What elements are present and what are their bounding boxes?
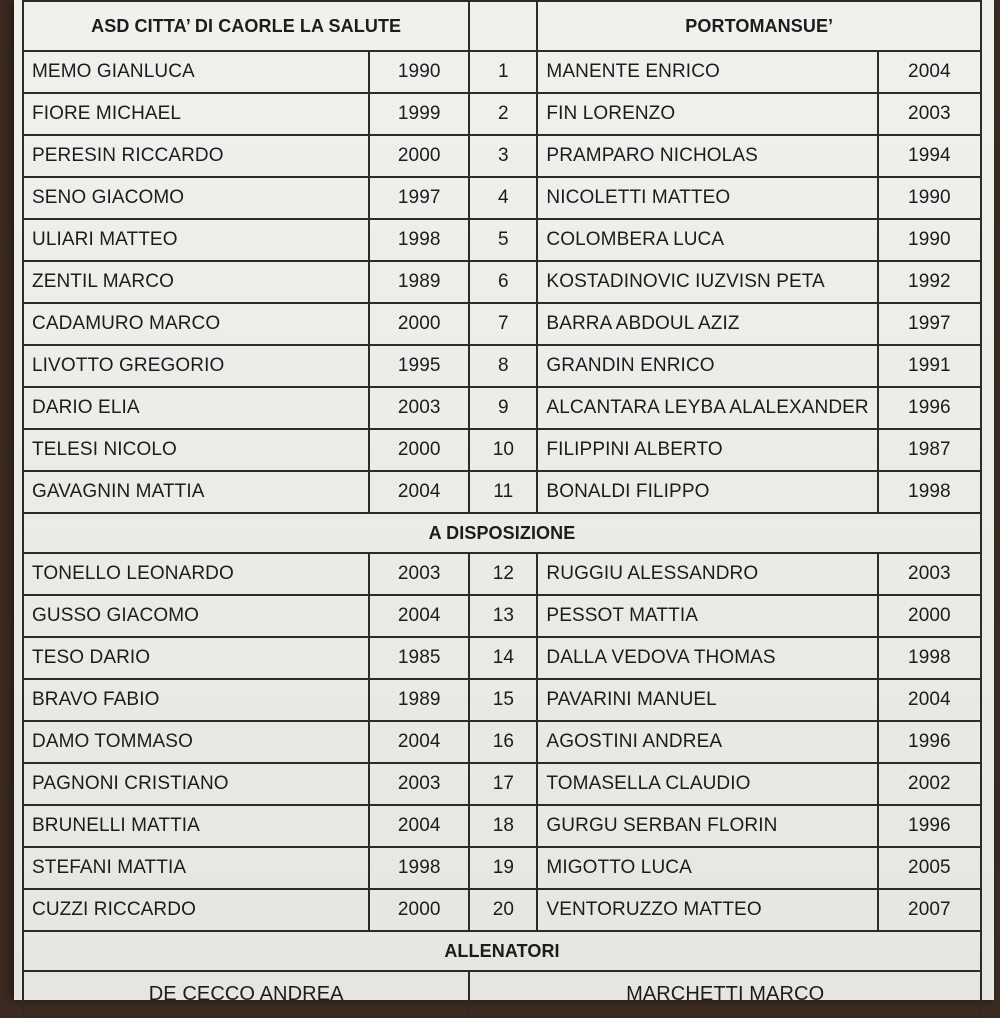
away-player-year: 2004 (878, 51, 981, 93)
home-player-name: SENO GIACOMO (23, 177, 369, 219)
starter-row (23, 93, 981, 135)
shirt-number: 15 (469, 679, 537, 721)
away-player-name: TOMASELLA CLAUDIO (537, 763, 877, 805)
bench-row (23, 595, 981, 637)
away-player-year: 1997 (878, 303, 981, 345)
shirt-number: 10 (469, 429, 537, 471)
away-player-year: 1996 (878, 387, 981, 429)
away-player-name: BARRA ABDOUL AZIZ (537, 303, 877, 345)
coaches-section-title-row (23, 931, 981, 971)
away-player-year: 2002 (878, 763, 981, 805)
away-player-name: DALLA VEDOVA THOMAS (537, 637, 877, 679)
away-player-name: FIN LORENZO (537, 93, 877, 135)
shirt-number: 13 (469, 595, 537, 637)
away-player-name: PAVARINI MANUEL (537, 679, 877, 721)
shirt-number: 18 (469, 805, 537, 847)
away-player-year: 2000 (878, 595, 981, 637)
away-player-year: 1990 (878, 219, 981, 261)
away-player-name: BONALDI FILIPPO (537, 471, 877, 513)
home-player-year: 2003 (369, 387, 469, 429)
home-player-name: GAVAGNIN MATTIA (23, 471, 369, 513)
home-player-name: PAGNONI CRISTIANO (23, 763, 369, 805)
starter-row (23, 261, 981, 303)
home-player-year: 2003 (369, 553, 469, 595)
shirt-number: 17 (469, 763, 537, 805)
home-player-name: ZENTIL MARCO (23, 261, 369, 303)
home-player-name: TELESI NICOLO (23, 429, 369, 471)
away-player-year: 1996 (878, 805, 981, 847)
home-player-year: 2004 (369, 471, 469, 513)
bench-row (23, 847, 981, 889)
starter-row (23, 471, 981, 513)
away-player-name: MIGOTTO LUCA (537, 847, 877, 889)
away-player-year: 2003 (878, 553, 981, 595)
home-player-year: 1989 (369, 261, 469, 303)
away-player-name: FILIPPINI ALBERTO (537, 429, 877, 471)
shirt-number: 20 (469, 889, 537, 931)
shirt-number: 4 (469, 177, 537, 219)
home-player-year: 2004 (369, 595, 469, 637)
home-player-year: 2004 (369, 721, 469, 763)
bench-row (23, 763, 981, 805)
away-player-year: 1996 (878, 721, 981, 763)
home-player-year: 1999 (369, 93, 469, 135)
bench-row (23, 721, 981, 763)
away-player-name: KOSTADINOVIC IUZVISN PETA (537, 261, 877, 303)
home-player-name: PERESIN RICCARDO (23, 135, 369, 177)
home-player-name: BRUNELLI MATTIA (23, 805, 369, 847)
home-player-name: STEFANI MATTIA (23, 847, 369, 889)
home-team-name: ASD CITTA’ DI CAORLE LA SALUTE (23, 1, 469, 51)
away-player-name: ALCANTARA LEYBA ALALEXANDER (537, 387, 877, 429)
away-player-name: PRAMPARO NICHOLAS (537, 135, 877, 177)
shirt-number: 1 (469, 51, 537, 93)
away-player-name: AGOSTINI ANDREA (537, 721, 877, 763)
home-player-year: 1998 (369, 847, 469, 889)
home-player-year: 2000 (369, 135, 469, 177)
away-player-year: 1998 (878, 637, 981, 679)
shirt-number: 19 (469, 847, 537, 889)
shirt-number: 3 (469, 135, 537, 177)
bench-section-title-row (23, 513, 981, 553)
shirt-number: 11 (469, 471, 537, 513)
home-player-year: 1997 (369, 177, 469, 219)
away-player-year: 2005 (878, 847, 981, 889)
home-player-year: 1985 (369, 637, 469, 679)
lineup-table (22, 0, 982, 1018)
away-coach-name: MARCHETTI MARCO (469, 971, 981, 1017)
starter-row (23, 219, 981, 261)
shirt-number: 5 (469, 219, 537, 261)
away-player-year: 1990 (878, 177, 981, 219)
starter-row (23, 387, 981, 429)
away-player-year: 2004 (878, 679, 981, 721)
home-player-year: 1990 (369, 51, 469, 93)
coaches-section-title: ALLENATORI (23, 931, 981, 971)
starter-row (23, 177, 981, 219)
shirt-number: 9 (469, 387, 537, 429)
starter-row (23, 345, 981, 387)
starter-row (23, 429, 981, 471)
shirt-number: 2 (469, 93, 537, 135)
teams-header-row (23, 1, 981, 51)
home-player-name: ULIARI MATTEO (23, 219, 369, 261)
bench-row (23, 679, 981, 721)
home-player-name: DAMO TOMMASO (23, 721, 369, 763)
shirt-number: 12 (469, 553, 537, 595)
away-player-year: 2007 (878, 889, 981, 931)
home-player-year: 2003 (369, 763, 469, 805)
away-player-year: 1991 (878, 345, 981, 387)
home-player-name: DARIO ELIA (23, 387, 369, 429)
bench-row (23, 553, 981, 595)
home-player-name: CUZZI RICCARDO (23, 889, 369, 931)
away-player-year: 1987 (878, 429, 981, 471)
away-player-name: COLOMBERA LUCA (537, 219, 877, 261)
home-player-year: 2004 (369, 805, 469, 847)
home-player-name: TONELLO LEONARDO (23, 553, 369, 595)
home-player-year: 2000 (369, 889, 469, 931)
bench-section-title: A DISPOSIZIONE (23, 513, 981, 553)
shirt-number: 8 (469, 345, 537, 387)
home-player-name: CADAMURO MARCO (23, 303, 369, 345)
home-player-year: 2000 (369, 429, 469, 471)
home-player-name: TESO DARIO (23, 637, 369, 679)
bench-row (23, 889, 981, 931)
home-player-name: BRAVO FABIO (23, 679, 369, 721)
away-player-year: 2003 (878, 93, 981, 135)
away-player-name: PESSOT MATTIA (537, 595, 877, 637)
away-player-name: RUGGIU ALESSANDRO (537, 553, 877, 595)
home-player-name: LIVOTTO GREGORIO (23, 345, 369, 387)
away-player-name: NICOLETTI MATTEO (537, 177, 877, 219)
home-player-year: 1995 (369, 345, 469, 387)
away-player-year: 1998 (878, 471, 981, 513)
home-coach-name: DE CECCO ANDREA (23, 971, 469, 1017)
bench-row (23, 637, 981, 679)
away-team-name: PORTOMANSUE’ (537, 1, 981, 51)
shirt-number: 7 (469, 303, 537, 345)
home-player-year: 2000 (369, 303, 469, 345)
away-player-year: 1994 (878, 135, 981, 177)
away-player-name: GURGU SERBAN FLORIN (537, 805, 877, 847)
number-header-cell (469, 1, 537, 51)
home-player-year: 1989 (369, 679, 469, 721)
home-player-name: MEMO GIANLUCA (23, 51, 369, 93)
shirt-number: 16 (469, 721, 537, 763)
home-player-year: 1998 (369, 219, 469, 261)
away-player-name: GRANDIN ENRICO (537, 345, 877, 387)
shirt-number: 6 (469, 261, 537, 303)
away-player-name: VENTORUZZO MATTEO (537, 889, 877, 931)
starter-row (23, 135, 981, 177)
coaches-row (23, 971, 981, 1017)
starter-row (23, 303, 981, 345)
away-player-year: 1992 (878, 261, 981, 303)
home-player-name: FIORE MICHAEL (23, 93, 369, 135)
lineup-sheet (14, 0, 994, 1005)
bench-row (23, 805, 981, 847)
shirt-number: 14 (469, 637, 537, 679)
starter-row (23, 51, 981, 93)
home-player-name: GUSSO GIACOMO (23, 595, 369, 637)
away-player-name: MANENTE ENRICO (537, 51, 877, 93)
